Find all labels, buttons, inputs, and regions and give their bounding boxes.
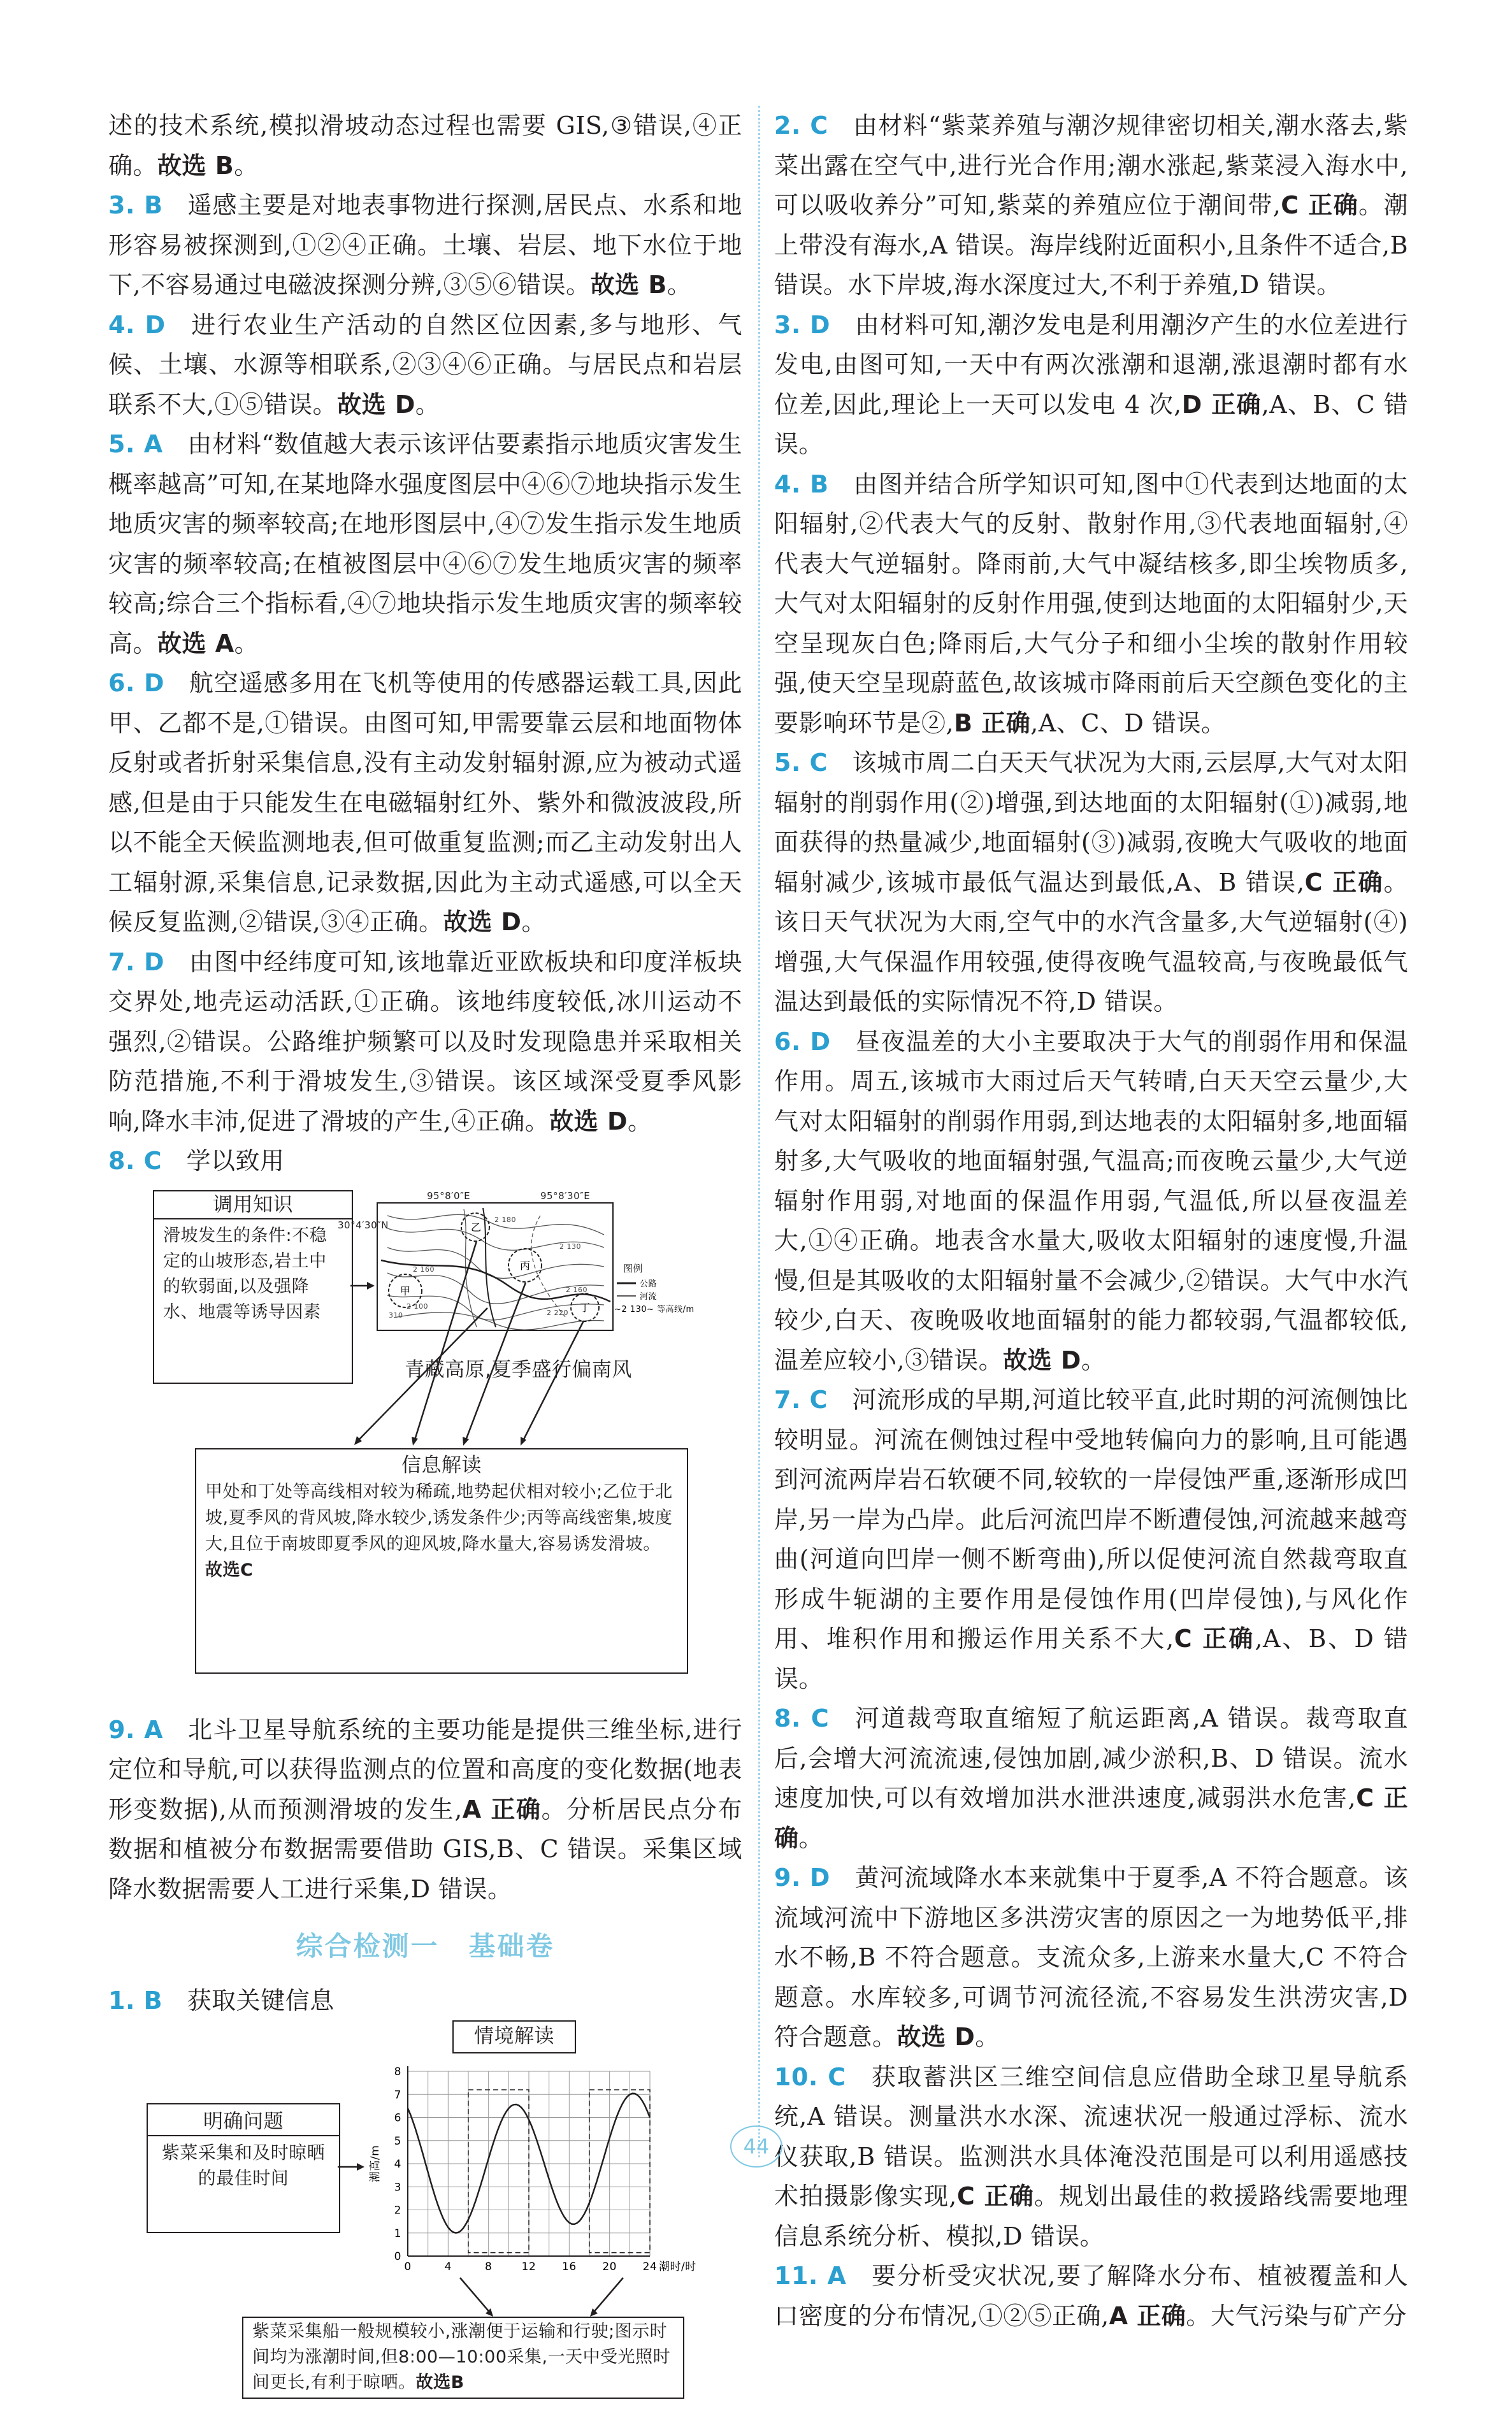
- answer-text: 由材料“数值越大表示该评估要素指示地质灾害发生概率越高”可知,在某地降水强度图层中④⑥⑦地块指示发生地质灾害的频率较高;在地形图层中,④⑦发生指示发生地质灾害的频率较高;在植被图层中④⑥⑦发生地质灾害的频率较高;综合三个指标看,④⑦地块指示发生地质灾害的频率较高。: [108, 430, 742, 658]
- right-column: [774, 106, 1408, 2336]
- question-number: 6. D: [108, 669, 164, 697]
- answer-key: 故选 D: [337, 391, 415, 419]
- interpretation-conclusion: 故选C: [205, 1560, 253, 1580]
- answer-key: D 正确: [1182, 391, 1262, 419]
- problem-box-title: 明确问题: [148, 2108, 339, 2136]
- answer-text: 。: [799, 1824, 824, 1852]
- question-number: 11. A: [774, 2262, 846, 2290]
- y-tick-label: 3: [394, 2181, 401, 2194]
- x-axis-label: 潮时/时: [659, 2261, 696, 2273]
- answer-text: 获取关键信息: [187, 1987, 335, 2015]
- answer-text: 进行农业生产活动的自然区位因素,多与地形、气候、土壤、水源等相联系,②③④⑥正确。与居民点和岩层联系不大,①⑤错误。: [108, 311, 742, 419]
- answer-text: 。: [1081, 1346, 1106, 1374]
- contour-label: 2 180: [494, 1216, 516, 1224]
- answer-text: 。: [521, 908, 546, 936]
- answer-paragraph: [774, 2256, 1408, 2336]
- question-number: 7. C: [774, 1386, 828, 1414]
- y-tick-label: 8: [394, 2066, 401, 2078]
- conclusion-answer: 故选B: [416, 2373, 464, 2392]
- left-paragraphs-after: [108, 1710, 742, 1909]
- legend-river-label: 河流: [640, 1291, 657, 1302]
- map-caption: 青藏高原,夏季盛行偏南风: [405, 1357, 632, 1383]
- answer-text: 该城市周二白天天气状况为大雨,云层厚,大气对太阳辐射的削弱作用(②)增强,到达地面的太阳辐射(①)减弱,地面获得的热量减少,地面辐射(③)减弱,夜晚大气吸收的地面辐射减少,该城市最低气温达到最低,A、B 错误,: [774, 749, 1408, 896]
- question-number: 5. C: [774, 749, 828, 777]
- arrow-head: [463, 1437, 469, 1446]
- contour-label: 2 220: [547, 1309, 568, 1317]
- arrow-head: [521, 1437, 526, 1446]
- answer-text: 。: [975, 2023, 1000, 2051]
- answer-key: 故选 A: [157, 629, 234, 658]
- answer-key: 故选 B: [157, 152, 234, 180]
- site-ding-label: 丁: [580, 1302, 591, 1314]
- answer-paragraph: [108, 106, 742, 185]
- legend-road-label: 公路: [640, 1279, 657, 1289]
- y-tick-label: 0: [394, 2250, 401, 2263]
- conclusion-box: [242, 2317, 684, 2399]
- answer-key: A 正确: [463, 1795, 542, 1823]
- answer-text: 学以致用: [187, 1147, 285, 1175]
- question-number: 3. B: [108, 191, 163, 219]
- answer-key: 故选 B: [591, 271, 667, 299]
- page-number: 44: [730, 2125, 782, 2168]
- answer-paragraph: [108, 185, 742, 305]
- column-divider: [758, 106, 760, 2157]
- question-number: 3. D: [774, 311, 830, 339]
- answer-paragraph: [108, 1141, 742, 1181]
- left-column: [108, 106, 742, 2416]
- site-yi-label: 乙: [471, 1221, 482, 1233]
- y-tick-label: 2: [394, 2204, 401, 2217]
- tide-figure: [108, 2020, 742, 2399]
- answer-key: C 正确: [774, 1784, 1408, 1852]
- site-bing-label: 丙: [520, 1260, 531, 1272]
- problem-box-text: 紫菜采集和及时晾晒的最佳时间: [148, 2136, 339, 2191]
- answer-text: 述的技术系统,模拟滑坡动态过程也需要 GIS,③错误,④正确。: [108, 111, 742, 180]
- figure1-arrows: [108, 1190, 742, 1458]
- answer-text: 黄河流域降水本来就集中于夏季,A 不符合题意。该流域河流中下游地区多洪涝灾害的原因之一为地势低平,排水不畅,B 不符合题意。支流众多,上游来水量大,C 不符合题意。水库较多,可调节河流径流,不容易发生洪涝灾害,D 符合题意。: [774, 1864, 1408, 2051]
- answer-text: 。: [234, 629, 259, 658]
- answer-paragraph: [774, 2057, 1408, 2257]
- answer-paragraph: [774, 464, 1408, 744]
- site-jia-label: 甲: [400, 1285, 411, 1297]
- landslide-figure: [108, 1190, 742, 1693]
- answer-paragraph: [108, 1981, 742, 2021]
- contour-label: 2 100: [407, 1302, 428, 1311]
- answer-text: 。: [415, 391, 440, 419]
- question-number: 10. C: [774, 2063, 846, 2091]
- y-tick-label: 7: [394, 2089, 401, 2101]
- answer-text: 由图并结合所学知识可知,图中①代表到达地面的太阳辐射,②代表大气的反射、散射作用,③代表地面辐射,④代表大气逆辐射。降雨前,大气中凝结核多,即尘埃物质多,大气对太阳辐射的反射作用强,使到达地面的太阳辐射少,天空呈现灰白色;降雨后,大气分子和细小尘埃的散射作用较强,使天空呈现蔚蓝色,故该城市降雨前后天空颜色变化的主要影响环节是②,: [774, 470, 1408, 737]
- answer-key: C 正确: [1174, 1625, 1255, 1653]
- y-axis-label: 潮高/m: [369, 2145, 382, 2182]
- contour-label: 2 130: [559, 1242, 581, 1251]
- answer-paragraph: [774, 1022, 1408, 1381]
- answer-text: 北斗卫星导航系统的主要功能是提供三维坐标,进行定位和导航,可以获得监测点的位置和高度的变化数据(地表形变数据),从而预测滑坡的发生,: [108, 1716, 742, 1823]
- answer-text: 获取蓄洪区三维空间信息应借助全球卫星导航系统,A 错误。测量洪水水深、流速状况一般通过浮标、流水仪获取,B 错误。监测洪水具体淹没范围是可以利用遥感技术拍摄影像实现,: [774, 2063, 1408, 2211]
- answer-paragraph: [774, 1858, 1408, 2057]
- left-paragraphs: [108, 106, 742, 1181]
- answer-text: ,A、B、C 错误。: [774, 391, 1408, 459]
- x-tick-label: 8: [485, 2261, 492, 2273]
- question-number: 2. C: [774, 111, 828, 140]
- tide-chart: [363, 2046, 695, 2301]
- answer-paragraph: [108, 424, 742, 663]
- answer-text: ,A、B、D 错误。: [774, 1625, 1408, 1693]
- answer-paragraph: [774, 1380, 1408, 1699]
- question-number: 8. C: [108, 1147, 162, 1175]
- answer-paragraph: [108, 663, 742, 942]
- map-lon2-label: 95°8′30″E: [540, 1190, 590, 1202]
- question-number: 4. D: [108, 311, 166, 339]
- question-number: 4. B: [774, 470, 829, 498]
- answer-paragraph: [108, 1710, 742, 1909]
- answer-text: 。潮上带没有海水,A 错误。海岸线附近面积小,且条件不适合,B 错误。水下岸坡,海水深度过大,不利于养殖,D 错误。: [774, 191, 1408, 299]
- interpretation-box: [195, 1448, 688, 1674]
- answer-text: 河道裁弯取直缩短了航运距离,A 错误。裁弯取直后,会增大河流流速,侵蚀加剧,减少淤积,B、D 错误。流水速度加快,可以有效增加洪水泄洪速度,减弱洪水危害,: [774, 1704, 1408, 1812]
- x-tick-label: 24: [643, 2261, 658, 2273]
- interpretation-title: 信息解读: [196, 1452, 687, 1479]
- answer-paragraph: [774, 305, 1408, 464]
- chart-header: 情境解读: [454, 2022, 575, 2051]
- section-title-part2: 基础卷: [469, 1931, 555, 1962]
- answer-text: 由材料“紫菜养殖与潮汐规律密切相关,潮水落去,紫菜出露在空气中,进行光合作用;潮水涨起,紫菜浸入海水中,可以吸收养分”可知,紫菜的养殖应位于潮间带,: [774, 111, 1408, 219]
- x-tick-label: 12: [522, 2261, 536, 2273]
- legend-contour-label: ~2 130~ 等高线/m: [614, 1304, 695, 1314]
- arrow-head: [367, 1282, 375, 1290]
- x-tick-label: 20: [602, 2261, 617, 2273]
- highlight-range: [589, 2090, 650, 2253]
- contour-label: 2 160: [413, 1265, 435, 1274]
- question-number: 1. B: [108, 1987, 162, 2015]
- answer-text: 河流形成的早期,河道比较平直,此时期的河流侧蚀比较明显。河流在侧蚀过程中受地转偏向力的影响,且可能遇到河流两岸岩石软硬不同,较软的一岸侵蚀严重,逐渐形成凹岸,另一岸为凸岸。此后河流凹岸不断遭侵蚀,河流越来越弯曲(河道向凹岸一侧不断弯曲),所以促使河流自然裁弯取直形成牛轭湖的主要作用是侵蚀作用(凹岸侵蚀),与风化作用、堆积作用和搬运作用关系不大,: [774, 1386, 1408, 1653]
- answer-key: 故选 D: [443, 908, 522, 936]
- x-tick-label: 0: [404, 2261, 411, 2273]
- arrow-yi: [414, 1241, 477, 1442]
- contour-label: 2 160: [566, 1286, 587, 1294]
- question-number: 7. D: [108, 948, 164, 976]
- contour-label: 310: [389, 1311, 403, 1319]
- x-tick-label: 16: [562, 2261, 577, 2273]
- left-paragraphs-section: [108, 1981, 742, 2021]
- answer-paragraph: [774, 1699, 1408, 1858]
- answer-text: 要分析受灾状况,要了解降水分布、植被覆盖和人口密度的分布情况,①②⑤正确,: [774, 2262, 1408, 2330]
- y-tick-label: 5: [394, 2135, 401, 2148]
- answer-key: B 正确: [954, 709, 1030, 737]
- answer-text: 由材料可知,潮汐发电是利用潮汐产生的水位差进行发电,由图可知,一天中有两次涨潮和退潮,涨退潮时都有水位差,因此,理论上一天可以发电 4 次,: [774, 311, 1408, 419]
- question-number: 9. D: [774, 1864, 830, 1892]
- answer-text: 。: [234, 152, 259, 180]
- conclusion-text: 紫菜采集船一般规模较小,涨潮便于运输和行驶;图示时间均为涨潮时间,但8:00—10:00采集,一天中受光照时间更长,有利于晾晒。: [252, 2322, 670, 2392]
- knowledge-box-title: 调用知识: [154, 1191, 352, 1219]
- answer-paragraph: [774, 106, 1408, 305]
- interpretation-text: 甲处和丁处等高线相对较为稀疏,地势起伏相对较小;乙位于北坡,夏季风的背风坡,降水较少,诱发条件少;丙等高线密集,坡度大,且位于南坡即夏季风的迎风坡,降水量大,容易诱发滑坡。: [205, 1482, 673, 1554]
- answer-text: 遥感主要是对地表事物进行探测,居民点、水系和地形容易被探测到,①②④正确。土壤、岩层、地下水位于地下,不容易通过电磁波探测分辨,③⑤⑥错误。: [108, 191, 742, 299]
- answer-text: 。: [667, 271, 692, 299]
- knowledge-box-text: 滑坡发生的条件:不稳定的山坡形态,岩土中的软弱面,以及强降水、地震等诱导因素: [154, 1219, 352, 1325]
- question-number: 9. A: [108, 1716, 163, 1744]
- answer-text: 。分析居民点分布数据和植被分布数据需要借助 GIS,B、C 错误。采集区域降水数据需要人工进行采集,D 错误。: [108, 1795, 742, 1903]
- y-tick-label: 1: [394, 2227, 401, 2240]
- answer-key: C 正确: [1305, 868, 1384, 896]
- map-lat-label: 30°4′30″N: [338, 1219, 389, 1231]
- x-tick-label: 4: [445, 2261, 452, 2273]
- section-title: [108, 1927, 742, 1967]
- answer-text: 。: [628, 1107, 652, 1135]
- answer-text: 昼夜温差的大小主要取决于大气的削弱作用和保温作用。周五,该城市大雨过后天气转晴,白天天空云量少,大气对太阳辐射的削弱作用弱,到达地表的太阳辐射多,地面辐射多,大气吸收的地面辐射强,气温高;而夜晚云量少,大气逆辐射作用弱,对地面的保温作用弱,气温低,所以昼夜温差大,①④正确。地表含水量大,吸收太阳辐射的速度慢,升温慢,但是其吸收的太阳辐射量不会减少,②错误。大气中水汽较少,白天、夜晚吸收地面辐射的能力都较弱,气温都较低,温差应较小,③错误。: [774, 1028, 1408, 1374]
- question-number: 5. A: [108, 430, 163, 458]
- answer-key: C 正确: [957, 2182, 1034, 2210]
- legend-title: 图例: [623, 1263, 643, 1274]
- answer-text: 航空遥感多用在飞机等使用的传感器运载工具,因此甲、乙都不是,①错误。由图可知,甲需要靠云层和地面物体反射或者折射采集信息,没有主动发射辐射源,应为被动式遥感,但是由于只能发生在电磁辐射红外、紫外和微波波段,所以不能全天候监测地表,但可做重复监测;而乙主动发射出人工辐射源,采集信息,记录数据,因此为主动式遥感,可以全天候反复监测,②错误,③④正确。: [108, 669, 742, 936]
- answer-key: A 正确: [1109, 2302, 1186, 2330]
- answer-text: 由图中经纬度可知,该地靠近亚欧板块和印度洋板块交界处,地壳运动活跃,①正确。该地纬度较低,冰川运动不强烈,②错误。公路维护频繁可以及时发现隐患并采取相关防范措施,不利于滑坡发生,③错误。该区域深受夏季风影响,降水丰沛,促进了滑坡的产生,④正确。: [108, 948, 742, 1135]
- answer-paragraph: [774, 743, 1408, 1022]
- y-tick-label: 4: [394, 2158, 401, 2171]
- highlight-range: [468, 2090, 529, 2253]
- y-tick-label: 6: [394, 2112, 401, 2125]
- section-title-part1: 综合检测一: [296, 1931, 439, 1962]
- answer-key: 故选 D: [1003, 1346, 1081, 1374]
- answer-key: 故选 D: [897, 2023, 976, 2051]
- answer-text: 。大气污染与矿产分: [1186, 2302, 1407, 2330]
- answer-key: 故选 D: [549, 1107, 628, 1135]
- question-number: 8. C: [774, 1704, 829, 1732]
- answer-paragraph: [108, 305, 742, 425]
- question-number: 6. D: [774, 1028, 831, 1056]
- answer-key: C 正确: [1281, 191, 1358, 219]
- right-paragraphs: [774, 106, 1408, 2336]
- arrow-head: [412, 1437, 418, 1446]
- answer-text: 。该日天气状况为大雨,空气中的水汽含量多,大气逆辐射(④)增强,大气保温作用较强,使得夜晚气温较高,与夜晚最低气温达到最低的实际情况不符,D 错误。: [774, 868, 1408, 1016]
- answer-text: 。规划出最佳的救援路线需要地理信息系统分析、模拟,D 错误。: [774, 2182, 1408, 2250]
- map-lon1-label: 95°8′0″E: [427, 1190, 470, 1202]
- answer-paragraph: [108, 942, 742, 1142]
- answer-text: ,A、C、D 错误。: [1030, 709, 1225, 737]
